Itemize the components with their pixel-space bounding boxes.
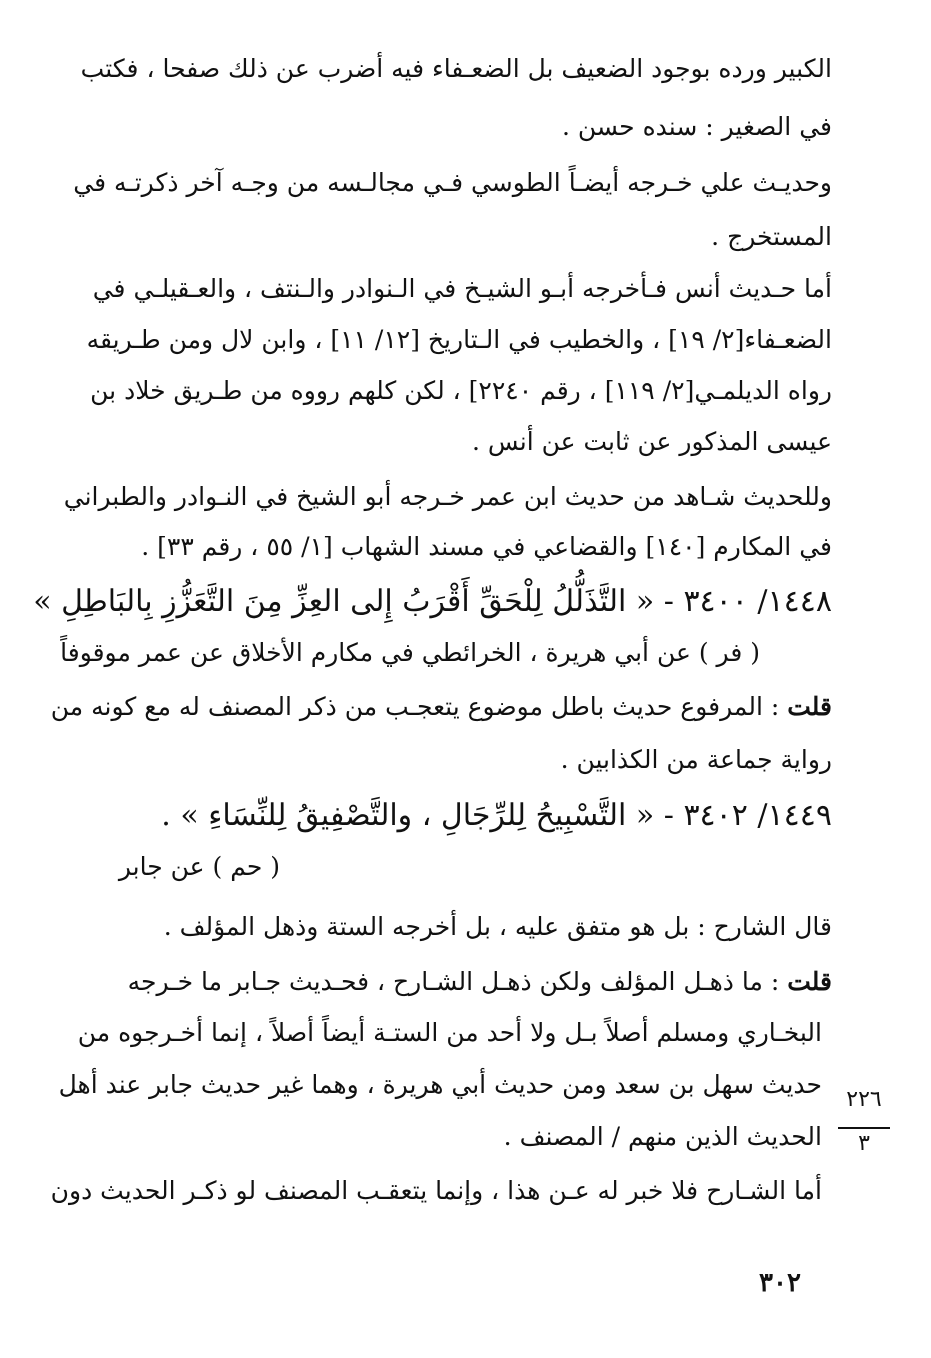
qult-line-1: قلت : المرفوع حديث باطل موضوع يتعجـب من ذكر المصنف له مع كونه من — [50, 692, 832, 721]
text-line-3: وحديـث علي خـرجه أيضـاً الطوسي فـي مجالـسه من وجـه آخر ذكرتـه في — [73, 168, 832, 197]
qult-label: قلت — [787, 692, 832, 721]
text-line-8: عيسى المذكور عن ثابت عن أنس . — [471, 427, 832, 456]
sharih-line: قال الشارح : بل هو متفق عليه ، بل أخرجه الستة وذهل المؤلف . — [163, 912, 832, 941]
qult-2-line-4: الحديث الذين منهم / المصنف . — [503, 1122, 822, 1151]
page-number: ٣٠٢ — [759, 1268, 801, 1298]
text-line-6: الضعـفاء[٢/ ١٩] ، والخطيب في الـتاريخ [١٢/ ١١] ، وابن لال ومن طـريقه — [86, 325, 832, 354]
text-line-7: رواه الديلمـي[٢/ ١١٩] ، رقم ٢٢٤٠] ، لكن كلهم رووه من طـريق خلاد بن — [90, 376, 832, 405]
text-line-4: المستخرج . — [711, 222, 832, 251]
text-line-10: في المكارم [١٤٠] والقضاعي في مسند الشهاب [١/ ٥٥ ، رقم ٣٣] . — [141, 532, 832, 561]
text-line-2: في الصغير : سنده حسن . — [561, 112, 832, 141]
qult-label: قلت — [787, 967, 832, 996]
text-line-last: أما الشـارح فلا خبر له عـن هذا ، وإنما يتعقـب المصنف لو ذكـر الحديث دون — [50, 1176, 822, 1205]
qult-2-line-1: قلت : ما ذهـل المؤلف ولكن ذهـل الشـارح ، فحـديث جـابر ما خـرجه — [127, 967, 832, 996]
text-line-1: الكبير ورده بوجود الضعيف بل الضعـفاء فيه أضرب عن ذلك صفحا ، فكتب — [80, 54, 832, 83]
takhrij-line-1448: ( فر ) عن أبي هريرة ، الخرائطي في مكارم الأخلاق عن عمر موقوفاً — [60, 638, 760, 667]
text-line-9: وللحديث شـاهد من حديث ابن عمر خـرجه أبو الشيخ في النـوادر والطبراني — [63, 482, 832, 511]
qult-2-line-3: حديث سهل بن سعد ومن حديث أبي هريرة ، وهما غير حديث جابر عند أهل — [58, 1070, 822, 1099]
hadith-1449: ١٤٤٩/ ٣٤٠٢ - « التَّسْبِيحُ لِلرِّجَالِ ، والتَّصْفِيقُ لِلنِّسَاءِ » . — [161, 798, 832, 833]
margin-reference-top: ٢٢٦ — [846, 1087, 882, 1112]
hadith-1448: ١٤٤٨/ ٣٤٠٠ - « التَّذَلُّلُ لِلْحَقِّ أَقْرَبُ إِلى العِزِّ مِنَ التَّعَزُّزِ بِالبَاطِلِ » — [33, 584, 832, 619]
qult-2-line-2: البخـاري ومسلم أصلاً بـل ولا أحد من الستـة أيضاً أصلاً ، إنما أخـرجوه من — [77, 1018, 822, 1047]
takhrij-line-1449: ( حم ) عن جابر — [118, 852, 280, 881]
margin-reference-rule — [838, 1127, 890, 1129]
text-line-5: أما حـديث أنس فـأخرجه أبـو الشيـخ في الـنوادر والـنتف ، والعـقيلـي في — [92, 274, 832, 303]
margin-reference-bottom: ٣ — [858, 1131, 870, 1156]
qult-line-2: رواية جماعة من الكذابين . — [560, 745, 832, 774]
